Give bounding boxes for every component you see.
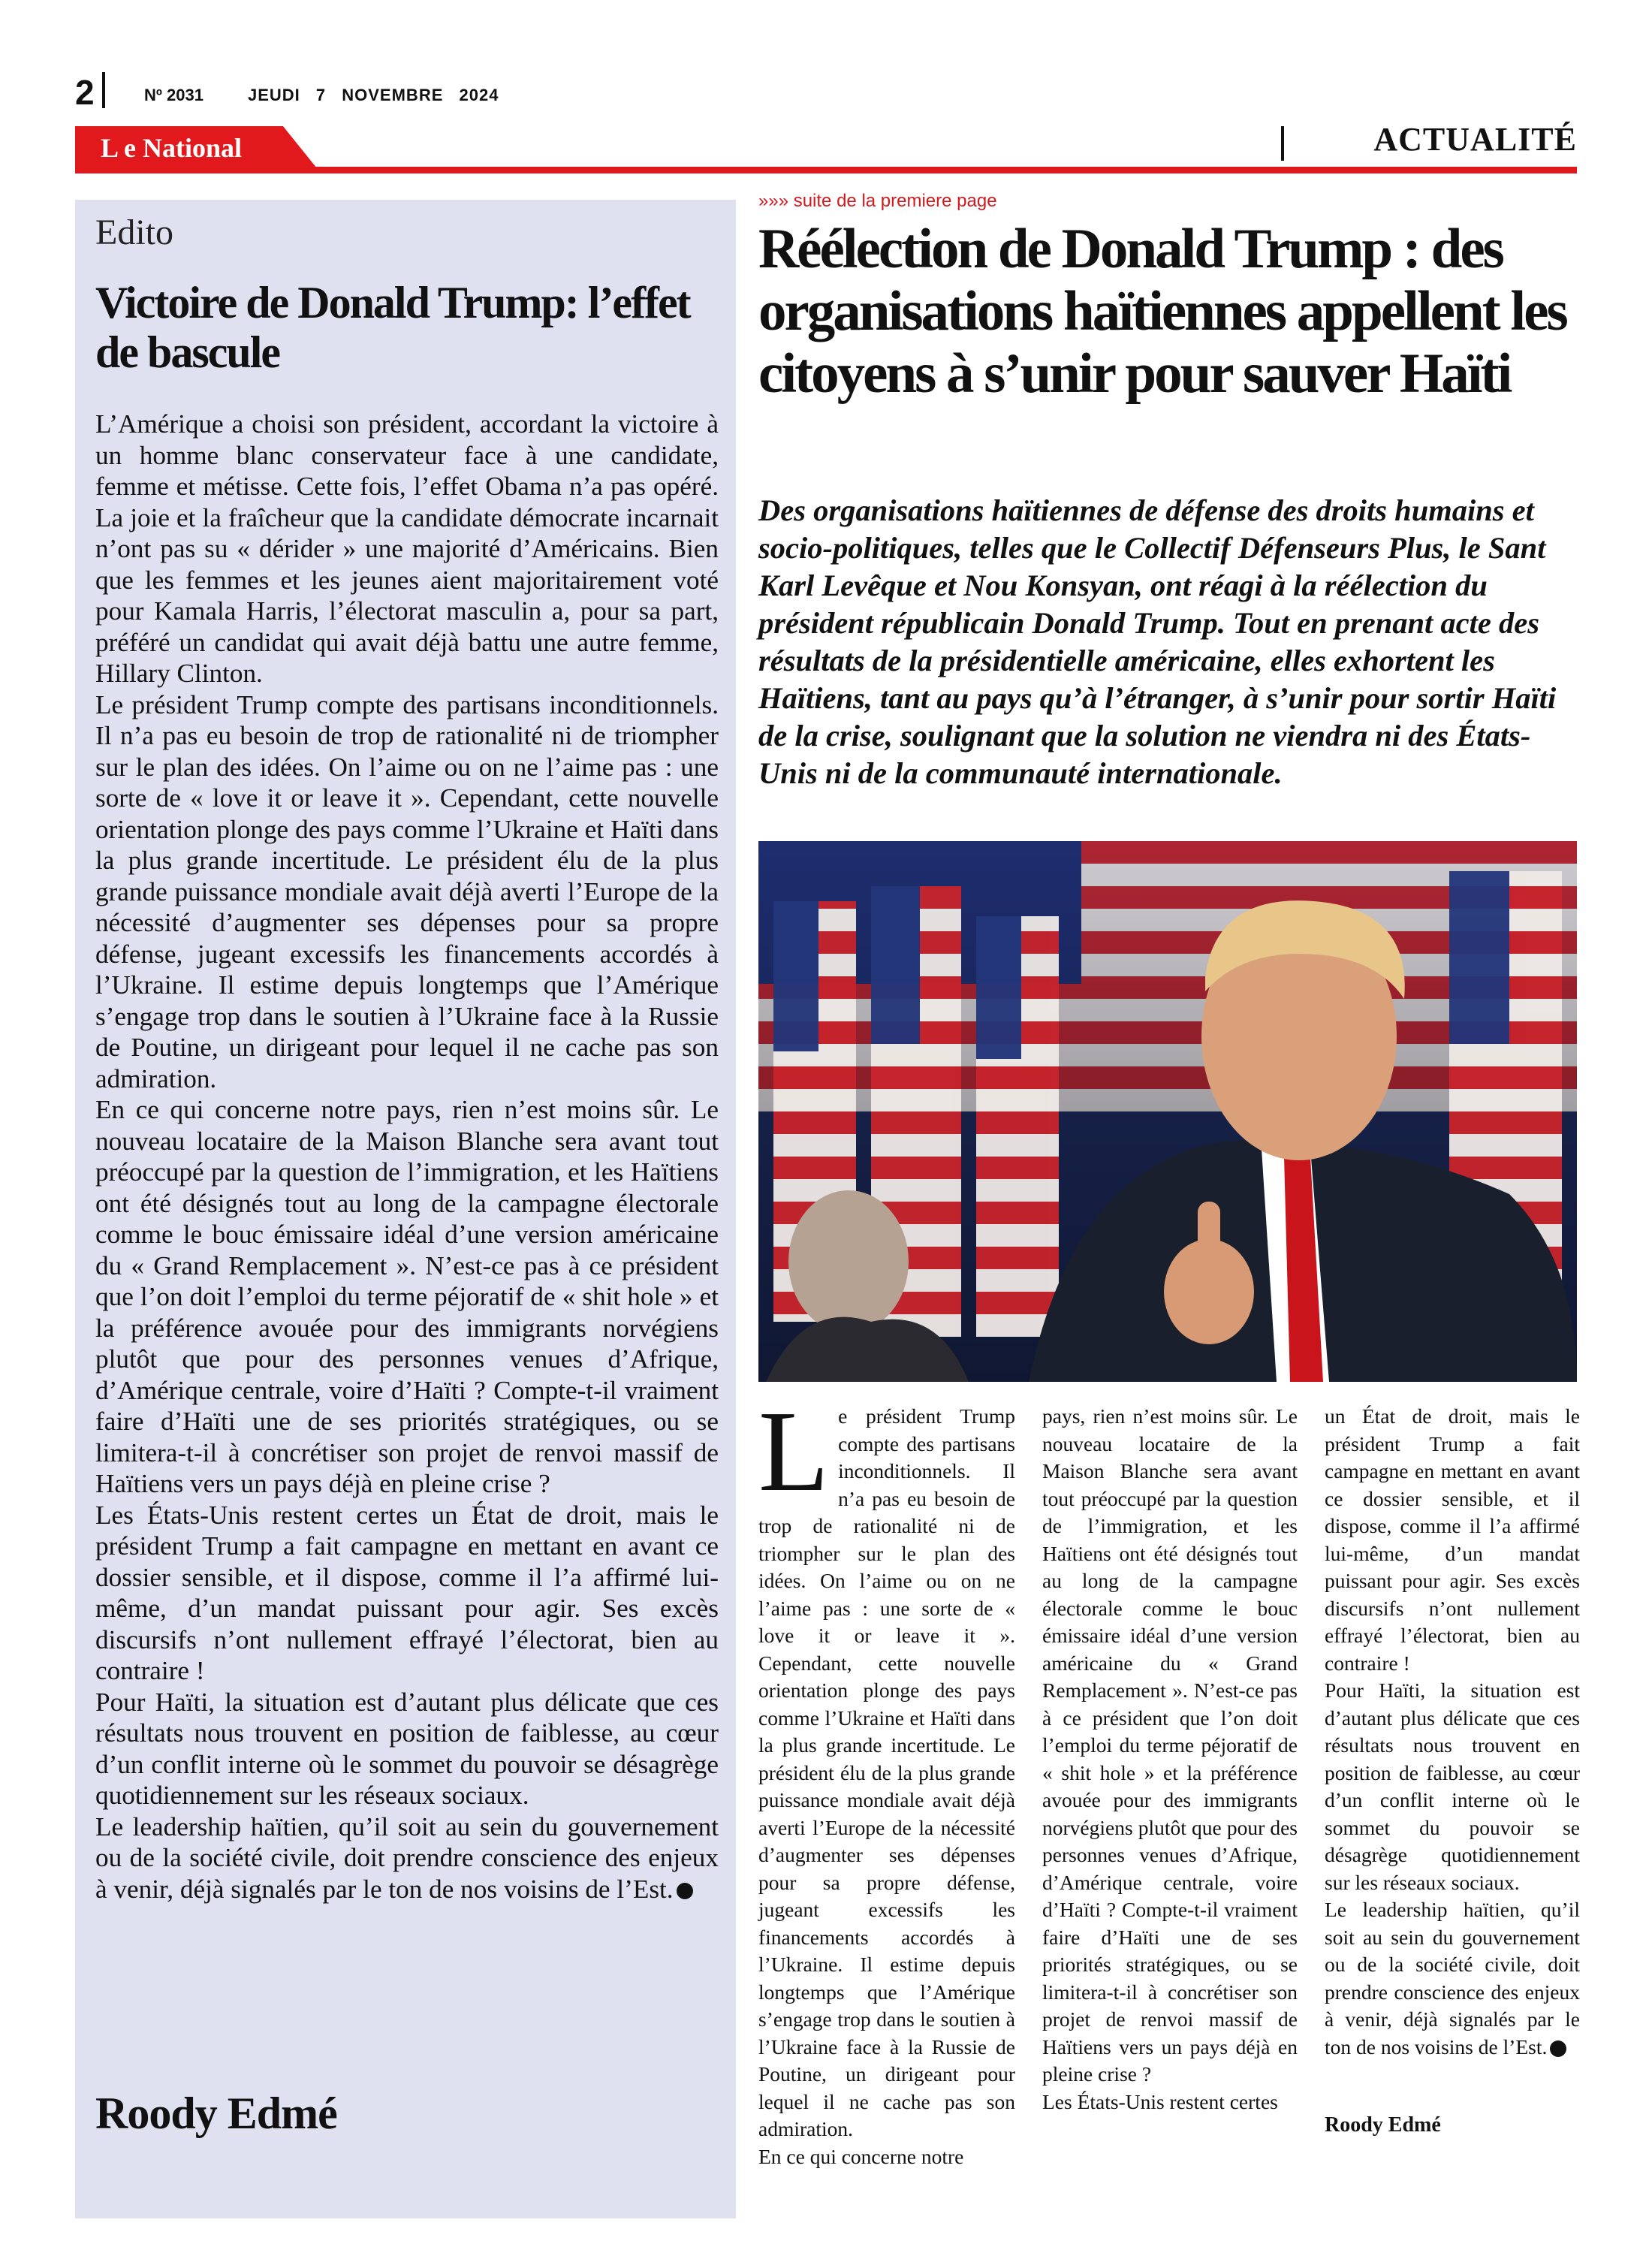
newspaper-logo: L e National — [101, 133, 243, 163]
article-paragraph: En ce qui concerne notre — [758, 2144, 964, 2168]
article-photo — [758, 841, 1577, 1382]
edito-paragraph: Pour Haïti, la situation est d’autant plus délicate que ces résultats nous trouvent en position de faiblesse, au cœur d’un conflit interne où le sommet du pouvoir se désagrège quotidiennement sur les réseaux sociaux. — [95, 1687, 719, 1810]
edito-paragraph: L’Amérique a choisi son président, accordant la victoire à un homme blanc conservateur face à une candidate, femme et métisse. Cette fois, l’effet Obama n’a pas opéré. La joie et la fraîcheur que la candidate démocrate incarnait n’ont pas su « dérider » une majorité d’Américains. Bien que les femmes et les jeunes aient majoritairement voté pour Kamala Harris, l’électorat masculin a, pour sa part, préféré un candidat qui avait déjà battu une autre femme, Hillary Clinton. — [95, 409, 719, 688]
article-headline: Réélection de Donald Trump : des organisations haïtiennes appellent les citoyens à s’unir pour sauver Haïti — [758, 218, 1566, 405]
article-paragraph: pays, rien n’est moins sûr. Le nouveau locataire de la Maison Blanche sera avant tout préoccupé par la question de l’immigration, et les Haïtiens ont été désignés tout au long de la campagne électorale comme le bouc émissaire idéal d’une version américaine du « Grand Remplacement ». N’est-ce pas à ce président que l’on doit l’emploi du terme péjoratif de « shit hole » et la préférence avouée pour des immigrants norvégiens plutôt que pour des personnes venues d’Afrique, d’Amérique centrale, voire d’Haïti ? Compte-t-il vraiment faire d’Haïti une de ses priorités stratégiques, ou se limitera-t-il à concrétiser son projet de renvoi massif de Haïtiens vers un pays déjà en pleine crise ? — [1042, 1404, 1298, 2086]
article-column-2 — [1042, 1403, 1298, 2116]
issue-number: Nº 2031 — [144, 86, 203, 104]
article-lead: Des organisations haïtiennes de défense des droits humains et socio-politiques, telles que le Collectif Défenseurs Plus, le Sant Karl Levêque et Nou Konsyan, ont réagi à la réélection du président républicain Donald Trump. Tout en prenant acte des résultats de la présidentielle américaine, elles exhortent les Haïtiens, tant au pays qu’à l’étranger, à s’unir pour sortir Haïti de la crise, soulignant que la solution ne viendra ni des États-Unis ni de la communauté internationale. — [758, 493, 1557, 790]
header-rule — [75, 167, 1577, 173]
edito-paragraph: Le président Trump compte des partisans inconditionnels. Il n’a pas eu besoin de trop de rationalité ni de triompher sur le plan des idées. On l’aime ou on ne l’aime pas : une sorte de « love it or leave it ». Cependant, cette nouvelle orientation plonge des pays comme l’Ukraine et Haïti dans la plus grande incertitude. Le président élu de la plus grande puissance mondiale avait déjà averti l’Europe de la nécessité d’augmenter ses dépenses pour sa propre défense, jugeant excessifs les financements accordés à l’Ukraine. Il estime depuis longtemps que l’Amérique s’engage trop dans le soutien à l’Ukraine face à la Russie de Poutine, un dirigeant pour lequel il ne cache pas son admiration. — [95, 689, 719, 1093]
edito-title: Victoire de Donald Trump: l’effet de bascule — [95, 278, 690, 377]
article-paragraph: Pour Haïti, la situation est d’autant plus délicate que ces résultats nous trouvent en position de faiblesse, au cœur d’un conflit interne où le sommet du pouvoir se désagrège quotidiennement sur les réseaux sociaux. — [1325, 1678, 1580, 1894]
publication-date: JEUDI 7 NOVEMBRE 2024 — [248, 86, 499, 104]
drop-cap: L — [758, 1388, 830, 1516]
edito-paragraph-text: Le leadership haïtien, qu’il soit au sein du gouvernement ou de la société civile, doit prendre conscience des enjeux à venir, déjà signalés par le ton de nos voisins de l’Est. — [95, 1811, 719, 1904]
edito-paragraph — [95, 1811, 719, 1905]
article-paragraph: un État de droit, mais le président Trump a fait campagne en mettant en avant ce dossier sensible, et il dispose, comme il l’a affirmé lui-même, d’un mandat puissant pour agir. Ses excès discursifs n’ont nullement effrayé l’électorat, bien au contraire ! — [1325, 1404, 1580, 1675]
article-signature: Roody Edmé — [1325, 2113, 1441, 2137]
article-column-1 — [758, 1388, 1015, 2170]
article-paragraph: e président Trump compte des partisans inconditionnels. Il n’a pas eu besoin de trop de rationalité ni de triompher sur le plan des idées. On l’aime ou on ne l’aime pas : une sorte de « love it or leave it ». Cependant, cette nouvelle orientation plonge des pays comme l’Ukraine et Haïti dans la plus grande incertitude. Le président élu de la plus grande puissance mondiale avait déjà averti l’Europe de la nécessité d’augmenter ses dépenses pour sa propre défense, jugeant excessifs les financements accordés à l’Ukraine. Il estime depuis longtemps que l’Amérique s’engage trop dans le soutien à l’Ukraine face à la Russie de Poutine, un dirigeant pour lequel il ne cache pas son admiration. — [758, 1404, 1015, 2140]
edito-paragraph: Les États-Unis restent certes un État de droit, mais le président Trump a fait campagne en mettant en avant ce dossier sensible, et il dispose, comme il l’a affirmé lui-même, d’un mandat puissant pour agir. Ses excès discursifs n’ont nullement effrayé l’électorat, bien au contraire ! — [95, 1500, 719, 1685]
page-number: 2 — [75, 73, 95, 112]
edito-label: Edito — [95, 213, 173, 252]
photo-illustration — [758, 841, 1577, 1382]
end-mark-icon — [1550, 2040, 1566, 2057]
section-label: ACTUALITÉ — [1373, 121, 1577, 158]
edito-signature: Roody Edmé — [95, 2089, 337, 2138]
header-divider — [102, 72, 105, 108]
section-divider — [1281, 126, 1284, 161]
edito-body — [95, 409, 719, 1905]
article-paragraph-text: Le leadership haïtien, qu’il soit au sein du gouvernement ou de la société civile, doit prendre conscience des enjeux à venir, déjà signalés par le ton de nos voisins de l’Est. — [1325, 1898, 1580, 2058]
article-paragraph: Les États-Unis restent certes — [1042, 2089, 1278, 2113]
article-paragraph — [1325, 1896, 1580, 2061]
end-mark-icon — [677, 1883, 693, 1899]
continuation-kicker: »»» suite de la premiere page — [758, 191, 997, 211]
article-column-3 — [1325, 1403, 1580, 2061]
edito-paragraph: En ce qui concerne notre pays, rien n’est moins sûr. Le nouveau locataire de la Maison Blanche sera avant tout préoccupé par la question de l’immigration, et les Haïtiens ont été désignés tout au long de la campagne électorale comme le bouc émissaire idéal d’une version américaine du « Grand Remplacement ». N’est-ce pas à ce président que l’on doit l’emploi du terme péjoratif de « shit hole » et la préférence avouée pour des immigrants norvégiens plutôt que pour des personnes venues d’Afrique, d’Amérique centrale, voire d’Haïti ? Compte-t-il vraiment faire d’Haïti une de ses priorités stratégiques, ou se limitera-t-il à concrétiser son projet de renvoi massif de Haïtiens vers un pays déjà en pleine crise ? — [95, 1095, 719, 1498]
